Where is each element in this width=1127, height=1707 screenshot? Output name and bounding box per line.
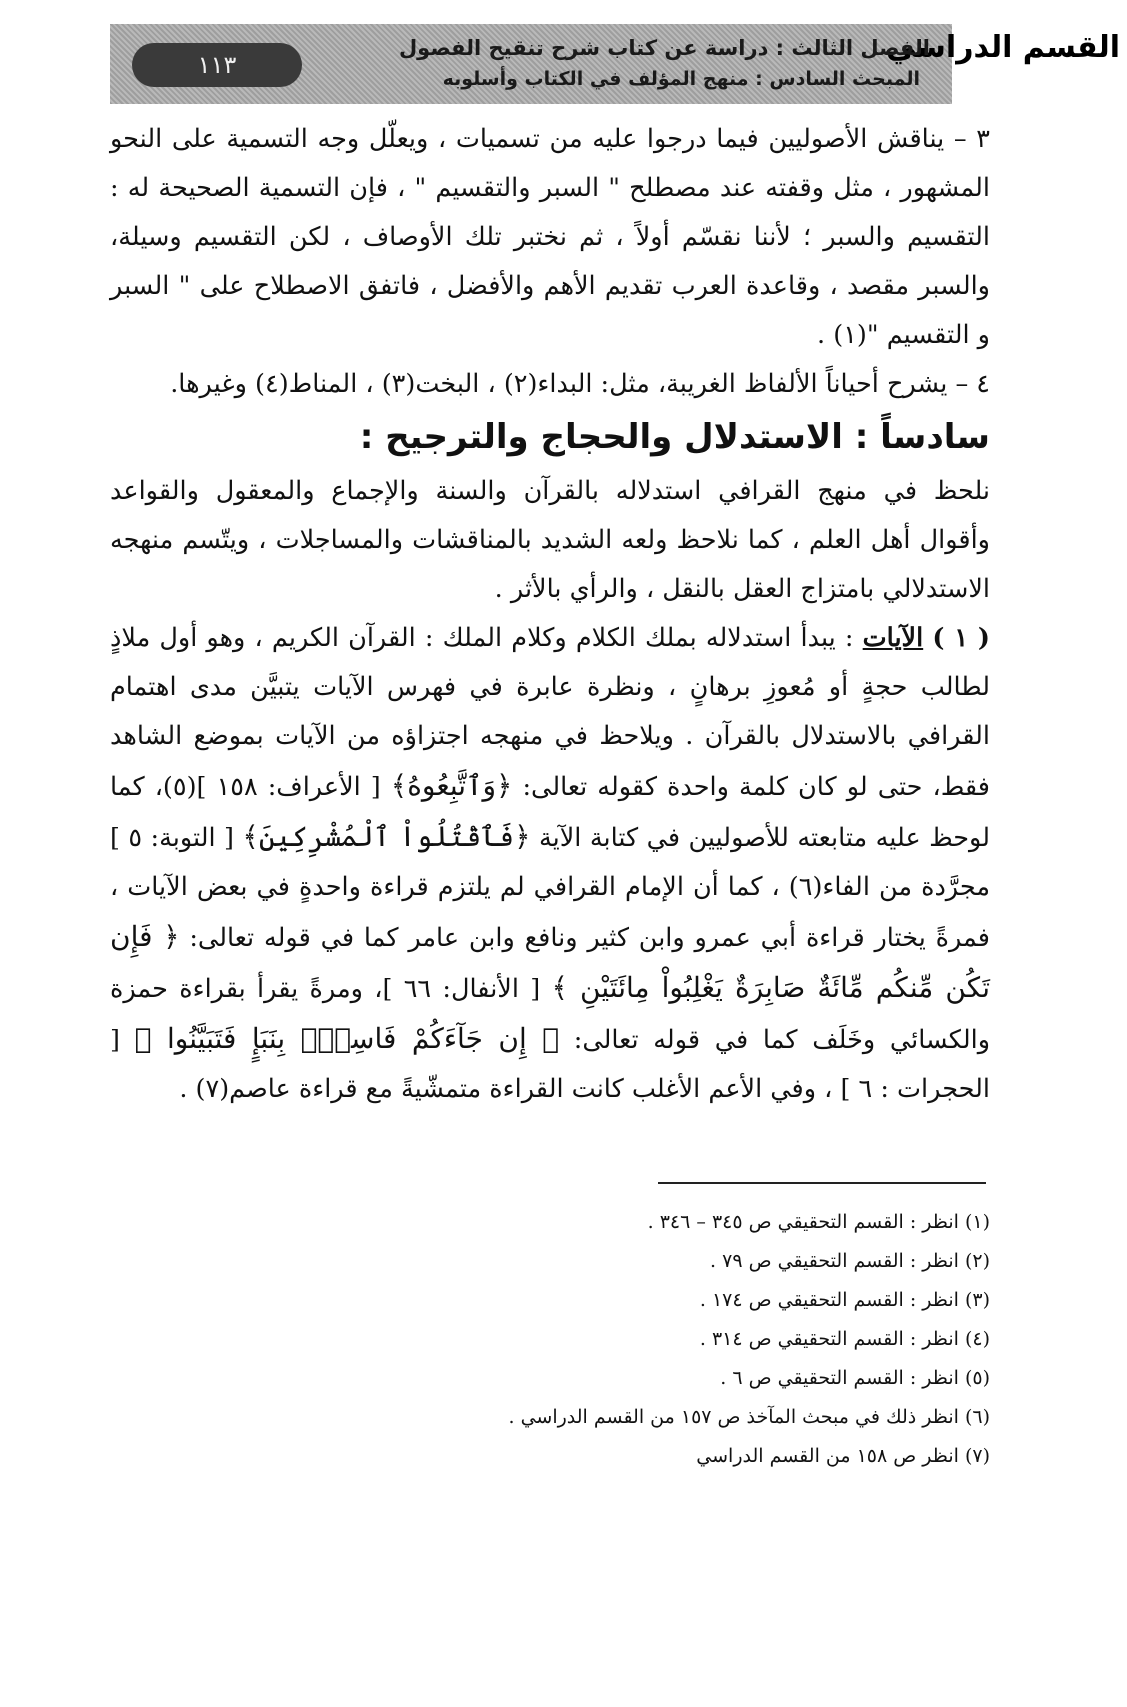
footnote: (٣) انظر : القسم التحقيقي ص ١٧٤ . (699, 1289, 990, 1311)
quran-verse: ﴿ فَإِن تَكُن مِّنكُم مِّائَةٌ صَابِرَةٌ يَغْلِبُواْ مِائَتَيْنِ ﴾ (110, 920, 990, 1004)
footnote: (٢) انظر : القسم التحقيقي ص ٧٩ . (710, 1250, 990, 1272)
section-heading: سادساً : الاستدلال والحجاج والترجيح : (359, 417, 990, 457)
page-number: ١١٣ (132, 43, 302, 87)
paragraph-text: [ الحجرات : ٦ ] ، وفي الأعم الأغلب كانت القراءة متمشّيةً مع قراءة عاصم(٧) . (110, 1025, 990, 1104)
footnote: (٤) انظر : القسم التحقيقي ص ٣١٤ . (699, 1328, 990, 1350)
paragraph-intro: نلحظ في منهج القرافي استدلاله بالقرآن والسنة والإجماع والمعقول والقواعد وأقوال أهل العلم ، كما نلاحظ ولعه الشديد بالمناقشات والمساجلات ، ويتّسم منهجه الاستدلالي بامتزاج العقل بالنقل ، والرأي بالأثر . (110, 476, 990, 604)
paragraph-verses (110, 614, 990, 1114)
header-topic-title: المبحث السادس : منهج المؤلف في الكتاب وأسلوبه (442, 68, 920, 90)
quran-verse: ﴿فَٱقْتُلُواْ ٱلْمُشْرِكِينَ﴾ (242, 820, 531, 853)
main-text (110, 115, 990, 1114)
paragraph-item-3: ٣ – يناقش الأصوليين فيما درجوا عليه من تسميات ، ويعلّل وجه التسمية على النحو المشهور ، مثل وقفته عند مصطلح " السبر والتقسيم " ، فإن التسمية الصحيحة له : التقسيم والسبر ؛ لأننا نقسّم أولاً ، ثم نختبر تلك الأوصاف ، لكن التقسيم وسيلة، والسبر مقصد ، وقاعدة العرب تقديم الأهم والأفضل ، فاتفق الاصطلاح على " السبر و التقسيم "(١) . (110, 124, 990, 350)
paragraph-text: : يبدأ استدلاله بملك الكلام وكلام الملك : القرآن الكريم ، وهو أول ملاذٍ لطالب حجةٍ أو مُعوزِ برهانٍ ، ونظرة عابرة في فهرس الآيات يتبيَّن مدى اهتمام القرافي بالاستدلال بالقرآن . ويلاحظ في منهجه اجتزاؤه من الآيات بموضع الشاهد فقط، حتى لو كان كلمة واحدة كقوله تعالى: (110, 623, 990, 802)
footnote-divider (658, 1182, 986, 1184)
footnotes (110, 1203, 990, 1476)
paragraph-text: [ الأعراف: ١٥٨ ](٥)، كما لوحظ عليه متابعته للأصوليين في كتابة الآية (110, 772, 990, 853)
page-header (110, 16, 1120, 96)
quran-verse: ﴿ إِن جَآءَكُمْ فَاسِقُۢ بِنَبَإٍ فَتَبَيَّنُوا ﴾ (134, 1022, 560, 1055)
paragraph-text: [ التوبة: ٥ ] مجرَّدة من الفاء(٦) ، كما أن الإمام القرافي لم يلتزم قراءة واحدةٍ في بعض الآيات ، فمرةً يختار قراءة أبي عمرو وابن كثير ونافع وابن عامر كما في قوله تعالى: (110, 823, 990, 953)
footnote: (٧) انظر ص ١٥٨ من القسم الدراسي (696, 1445, 990, 1467)
footnote: (٥) انظر : القسم التحقيقي ص ٦ . (720, 1367, 990, 1389)
quran-verse: ﴿وَٱتَّبِعُوهُ﴾ (390, 769, 513, 802)
footnote: (٦) انظر ذلك في مبحث المآخذ ص ١٥٧ من القسم الدراسي . (508, 1406, 990, 1428)
footnote: (١) انظر : القسم التحقيقي ص ٣٤٥ – ٣٤٦ . (647, 1211, 990, 1233)
verses-label: الآيات (862, 623, 924, 653)
paragraph-item-4: ٤ – يشرح أحياناً الألفاظ الغريبة، مثل: البداء(٢) ، البخت(٣) ، المناط(٤) وغيرها. (170, 369, 990, 399)
paragraph-text: [ الأنفال: ٦٦ ]، ومرةً يقرأ بقراءة حمزة والكسائي وخَلَف كما في قوله تعالى: (110, 974, 991, 1055)
header-chapter-title: الفصل الثالث : دراسة عن كتاب شرح تنقيح الفصول (398, 36, 930, 60)
header-section-title: القسم الدراسي (886, 30, 1120, 65)
list-number: ( ١ ) (932, 623, 990, 653)
